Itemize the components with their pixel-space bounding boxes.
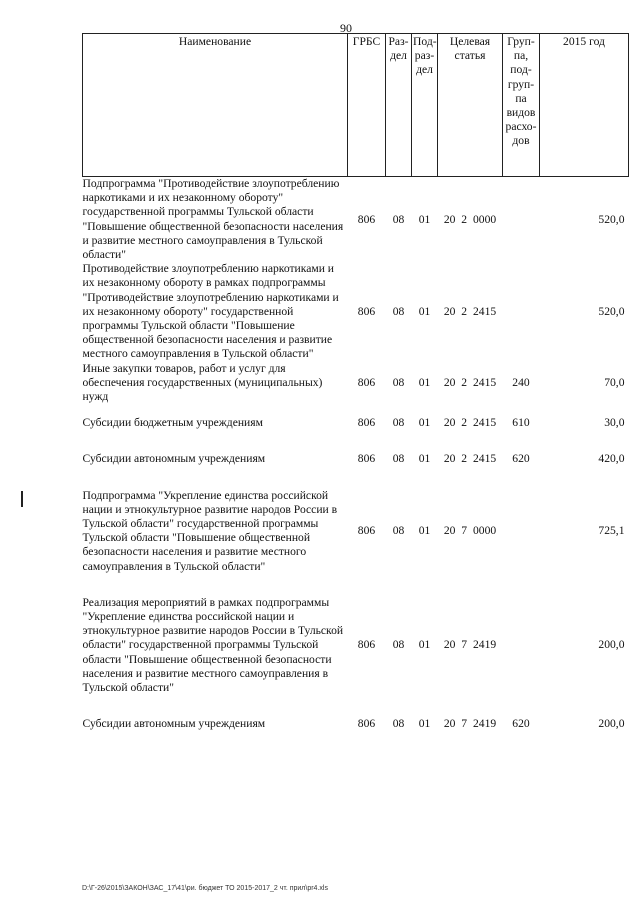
- row-razdel: 08: [392, 212, 405, 226]
- table-row: [83, 177, 629, 263]
- row-podrazdel: 01: [418, 416, 431, 430]
- row-sum: 200,0: [598, 638, 625, 652]
- row-vid: [503, 262, 540, 361]
- table-row: [83, 717, 629, 731]
- row-name: Субсидии автономным учреждениям: [82, 717, 266, 731]
- row-grbs: 806: [357, 375, 376, 389]
- row-vid: [503, 489, 540, 574]
- table-row: [83, 596, 629, 695]
- table-row: [83, 416, 629, 430]
- row-podrazdel: 01: [418, 452, 431, 466]
- row-name: Реализация мероприятий в рамках подпрограммы "Укрепление единства российской нации и этнокультурное развитие народов России в Тульской области" государственной программы Тульской области "Повышение общественной безопасности населения и развитие местного самоуправления в Тульской области": [82, 595, 344, 695]
- header-vid: Груп- па, под- груп- па видов расхо- дов: [503, 34, 540, 177]
- table-header-row: [83, 34, 629, 177]
- header-grbs: ГРБС: [348, 34, 386, 177]
- row-vid: 620: [512, 452, 530, 466]
- row-razdel: 08: [392, 304, 405, 318]
- header-podrazdel: Под- раз- дел: [412, 34, 438, 177]
- row-grbs: 806: [357, 416, 376, 430]
- row-spacer: [83, 695, 629, 717]
- row-spacer: [83, 467, 629, 489]
- margin-mark: [21, 491, 23, 507]
- row-podrazdel: 01: [418, 524, 431, 538]
- row-celevaya: 20 2 2415: [443, 304, 497, 318]
- row-razdel: 08: [392, 717, 405, 731]
- row-celevaya: 20 2 0000: [443, 212, 497, 226]
- row-razdel: 08: [392, 375, 405, 389]
- row-grbs: 806: [357, 452, 376, 466]
- footer-file-path: D:\Г-26\2015\ЗАКОН\ЗАС_17\41\ри. бюджет ТО 2015-2017_2 чт. прил\pr4.xls: [82, 885, 328, 892]
- row-razdel: 08: [392, 416, 405, 430]
- row-podrazdel: 01: [418, 638, 431, 652]
- page-number: 90: [340, 21, 352, 35]
- row-spacer: [83, 404, 629, 416]
- row-spacer: [83, 574, 629, 596]
- row-celevaya: 20 7 2419: [443, 638, 497, 652]
- row-name: Противодействие злоупотреблению наркотиками и их незаконному обороту в рамках подпрограммы "Противодействие злоупотреблению наркотиками и их незаконному обороту" государственной программы Тульской области "Повышение общественной безопасности населения и развитие местного самоуправления в Тульской области": [82, 262, 339, 361]
- budget-table: [82, 33, 629, 732]
- row-podrazdel: 01: [418, 212, 431, 226]
- row-vid: 620: [512, 717, 530, 731]
- row-podrazdel: 01: [418, 304, 431, 318]
- row-sum: 30,0: [604, 416, 625, 430]
- row-sum: 725,1: [598, 524, 625, 538]
- row-name: Подпрограмма "Укрепление единства российской нации и этнокультурное развитие народов России в Тульской области" государственной программы Тульской области "Повышение общественной безопасности населения и развитие местного самоуправления в Тульской области": [82, 488, 338, 573]
- row-celevaya: 20 7 2419: [443, 717, 497, 731]
- row-name: Подпрограмма "Противодействие злоупотреблению наркотиками и их незаконному обороту" государственной программы Тульской области "Повышение общественной безопасности населения и развитие местного самоуправления в Тульской области": [82, 177, 344, 262]
- row-sum: 520,0: [598, 212, 625, 226]
- row-celevaya: 20 2 2415: [443, 416, 497, 430]
- row-celevaya: 20 2 2415: [443, 452, 497, 466]
- row-sum: 420,0: [598, 452, 625, 466]
- row-name: Иные закупки товаров, работ и услуг для обеспечения государственных (муниципальных) нужд: [82, 361, 323, 404]
- row-spacer: [83, 430, 629, 452]
- header-name: Наименование: [83, 34, 348, 177]
- row-name: Субсидии автономным учреждениям: [82, 452, 266, 466]
- row-sum: 520,0: [598, 304, 625, 318]
- row-sum: 200,0: [598, 717, 625, 731]
- table-row: [83, 362, 629, 405]
- table-row: [83, 452, 629, 466]
- row-grbs: 806: [357, 717, 376, 731]
- row-sum: 70,0: [604, 375, 625, 389]
- row-razdel: 08: [392, 452, 405, 466]
- row-grbs: 806: [357, 212, 376, 226]
- row-vid: 610: [512, 416, 530, 430]
- row-vid: [503, 596, 540, 695]
- table-row: [83, 489, 629, 574]
- row-vid: 240: [512, 375, 530, 389]
- table-row: [83, 262, 629, 361]
- header-year: 2015 год: [540, 34, 629, 177]
- header-razdel: Раз- дел: [386, 34, 412, 177]
- row-celevaya: 20 2 2415: [443, 375, 497, 389]
- row-razdel: 08: [392, 524, 405, 538]
- header-celevaya: Целевая статья: [438, 34, 503, 177]
- row-grbs: 806: [357, 304, 376, 318]
- row-podrazdel: 01: [418, 717, 431, 731]
- row-podrazdel: 01: [418, 375, 431, 389]
- row-grbs: 806: [357, 638, 376, 652]
- row-grbs: 806: [357, 524, 376, 538]
- row-name: Субсидии бюджетным учреждениям: [82, 416, 263, 430]
- row-razdel: 08: [392, 638, 405, 652]
- row-celevaya: 20 7 0000: [443, 524, 497, 538]
- row-vid: [503, 177, 540, 263]
